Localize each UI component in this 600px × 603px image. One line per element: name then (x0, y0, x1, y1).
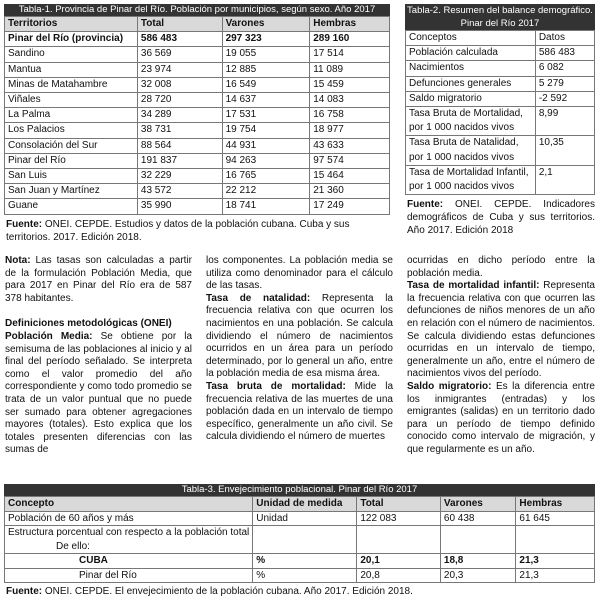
table-row (5, 77, 390, 92)
table-cell: 97 574 (310, 153, 390, 168)
table-row (406, 165, 595, 194)
table-cell-line: Población calculada (409, 47, 498, 59)
table-cell: 11 089 (310, 62, 390, 77)
nota-label: Nota: (5, 255, 31, 266)
table-row (406, 76, 595, 91)
table-cell: 17 531 (222, 108, 310, 123)
table-cell: Mantua (5, 62, 138, 77)
table-row (5, 62, 390, 77)
tbm-text: Mide la frecuencia relativa de las muertes de una población dada en un intervalo de tiempo específico, generalmente un año civil. Se calcula dividiendo el número de muertes (206, 380, 393, 443)
table-cell: 586 483 (137, 32, 222, 47)
nota-paragraph (5, 255, 192, 305)
text-column-3 (407, 255, 595, 457)
table-cell: 94 263 (222, 153, 310, 168)
table-cell (5, 526, 253, 554)
table-row (5, 153, 390, 168)
table-cell (406, 136, 536, 165)
table-cell: 18 977 (310, 123, 390, 138)
table-cell: 6 082 (535, 61, 594, 76)
tbm-label: Tasa bruta de mortalidad: (206, 380, 346, 392)
table-cell: 21 360 (310, 184, 390, 199)
table-cell: Unidad (253, 511, 357, 526)
table-cell: 2,1 (535, 165, 594, 194)
table-cell-line: por 1 000 nacidos vivos (409, 151, 515, 163)
table-cell: 10,35 (535, 136, 594, 165)
table-cell: Pinar del Río (provincia) (5, 32, 138, 47)
table-cell: 23 974 (137, 62, 222, 77)
table-row (5, 568, 595, 583)
table3 (4, 496, 595, 583)
table2-header-row (406, 31, 595, 46)
table2-header-cell: Conceptos (406, 31, 536, 46)
table2-caption-line2: Pinar del Río 2017 (460, 18, 540, 29)
table-cell: 20,3 (440, 568, 516, 583)
tn-text: Representa la frecuencia relativa con que ocurren los nacimientos en una población. Se calcula dividiendo el número de nacimientos ocurridos en un área para un período determinado, por lo general un año, entre la población media de esa misma área. (206, 292, 393, 380)
table-cell: 19 055 (222, 47, 310, 62)
table-cell (253, 526, 357, 554)
table-cell: 38 731 (137, 123, 222, 138)
table-cell: 586 483 (535, 46, 594, 61)
table-cell-line: Saldo migratorio (409, 92, 482, 104)
table-cell: 20,8 (357, 568, 441, 583)
table-row (5, 199, 390, 214)
saldo-migratorio-paragraph (407, 381, 595, 457)
table-cell-line: por 1 000 nacidos vivos (409, 181, 515, 193)
text-column-2 (206, 255, 393, 444)
table1-header-row (5, 17, 390, 32)
table1-header-cell: Territorios (5, 17, 138, 32)
table1-source (4, 218, 390, 244)
table-cell: Viñales (5, 93, 138, 108)
table3-header-cell: Unidad de medida (253, 497, 357, 512)
table-cell: 36 569 (137, 47, 222, 62)
pm-label: Población Media: (5, 330, 93, 342)
table-cell: 17 514 (310, 47, 390, 62)
table-cell: 20,1 (357, 554, 441, 569)
table-cell: 15 459 (310, 77, 390, 92)
table-cell-line: por 1 000 nacidos vivos (409, 122, 515, 134)
table-cell: 8,99 (535, 107, 594, 136)
sm-text: Es la diferencia entre los inmigrantes (entradas) y los emigrantes (salidas) en un territorio dado para un período de tiempo definido conocido como intervalo de migración, y que regularmente es un año. (407, 380, 595, 455)
table-row (406, 107, 595, 136)
table-cell: 60 438 (440, 511, 516, 526)
table2-source (405, 198, 595, 237)
table-cell: 14 637 (222, 93, 310, 108)
table-cell: La Palma (5, 108, 138, 123)
table-cell-line: Defunciones generales (409, 77, 512, 89)
table-cell: 21,3 (516, 568, 595, 583)
table-cell-line: Tasa de Mortalidad Infantil, (409, 166, 529, 178)
table-row (406, 91, 595, 106)
table-row (5, 93, 390, 108)
table-cell: % (253, 554, 357, 569)
table-cell (406, 61, 536, 76)
source-text: ONEI. CEPDE. Estudios y datos de la población cubana. Cuba y sus territorios. 2017. Edición 2018. (6, 218, 350, 243)
table3-caption: Tabla-3. Envejecimiento poblacional. Pinar del Río 2017 (4, 484, 595, 496)
table-cell (406, 46, 536, 61)
table-cell (357, 526, 441, 554)
table-row (5, 47, 390, 62)
tasa-mortalidad-infantil-paragraph (407, 280, 595, 381)
table-row (406, 61, 595, 76)
table-row (5, 138, 390, 153)
source-label: Fuente: (407, 199, 444, 211)
table3-header-cell: Concepto (5, 497, 253, 512)
table-cell: % (253, 568, 357, 583)
sm-label: Saldo migratorio: (407, 380, 492, 392)
table-cell: Población de 60 años y más (5, 511, 253, 526)
defs-heading: Definiciones metodológicas (ONEI) (5, 318, 172, 330)
table-cell: 43 633 (310, 138, 390, 153)
table1-caption: Tabla-1. Provincia de Pinar del Río. Población por municipios, según sexo. Año 2017 (4, 4, 390, 16)
table-cell: 61 645 (516, 511, 595, 526)
table-cell: 35 990 (137, 199, 222, 214)
de-ello-label: De ello: (56, 540, 90, 552)
table-cell (406, 91, 536, 106)
table-cell-line: Nacimientos (409, 62, 465, 74)
table-cell: Los Palacios (5, 123, 138, 138)
table3-source (4, 585, 595, 598)
table-cell: 22 212 (222, 184, 310, 199)
poblacion-media-paragraph (5, 331, 192, 457)
table2-caption-line1: Tabla-2. Resumen del balance demográfico. (407, 5, 593, 16)
table-cell: 88 564 (137, 138, 222, 153)
table-cell: Pinar del Río (5, 153, 138, 168)
col2-continuation: los componentes. La población media se utiliza como denominador para el cálculo de las tasas. (206, 255, 393, 292)
table3-header-cell: Varones (440, 497, 516, 512)
text-column-1 (5, 255, 192, 457)
table-cell: 16 765 (222, 169, 310, 184)
table-row (5, 32, 390, 47)
table1 (4, 16, 390, 215)
table-cell: -2 592 (535, 91, 594, 106)
table-row (406, 136, 595, 165)
table-cell: Consolación del Sur (5, 138, 138, 153)
table1-header-cell: Total (137, 17, 222, 32)
table-cell: 16 758 (310, 108, 390, 123)
table3-header-row (5, 497, 595, 512)
table-row (406, 46, 595, 61)
table-cell: Minas de Matahambre (5, 77, 138, 92)
table-cell: 28 720 (137, 93, 222, 108)
table-cell: 34 289 (137, 108, 222, 123)
table-cell: 16 549 (222, 77, 310, 92)
table-cell: 44 931 (222, 138, 310, 153)
source-label: Fuente: (6, 218, 43, 230)
table-cell: 12 885 (222, 62, 310, 77)
table-row (5, 123, 390, 138)
table-cell: CUBA (5, 554, 253, 569)
table-cell: Guane (5, 199, 138, 214)
table-cell-line: Tasa Bruta de Natalidad, (409, 137, 519, 149)
table2-caption (405, 4, 595, 30)
table-cell: 43 572 (137, 184, 222, 199)
table-cell: 5 279 (535, 76, 594, 91)
table-cell: 17 249 (310, 199, 390, 214)
table1-header-cell: Hembras (310, 17, 390, 32)
table-cell: San Luis (5, 169, 138, 184)
table-cell (406, 165, 536, 194)
table-cell: 297 323 (222, 32, 310, 47)
table1-block (4, 4, 390, 244)
table-row (5, 526, 595, 554)
table-cell: San Juan y Martínez (5, 184, 138, 199)
tmi-text: Representa la frecuencia relativa con que ocurren las defunciones de niños menores de un año en relación con el número de nacimientos. Se calcula dividiendo estas defunciones ocurridas en un intervalo de tiempo, generalmente un año, entre el número de nacimientos vivos del período. (407, 280, 595, 380)
table-cell (516, 526, 595, 554)
tasa-natalidad-paragraph (206, 293, 393, 381)
source-label: Fuente: (6, 586, 43, 597)
table-row (5, 108, 390, 123)
pm-text: Se obtiene por la semisuma de las poblaciones al inicio y al final del período señalado. Se interpreta como el valor promedio del año correspondiente y como todo promedio se trata de un valor puntual que no puede ser sumado para obtener agregaciones mayores (totales). Esto explica que los totales presenten diferencias con las sumas de (5, 330, 193, 456)
table-cell: 14 083 (310, 93, 390, 108)
table-cell: 15 464 (310, 169, 390, 184)
table-cell: 18,8 (440, 554, 516, 569)
table-cell-line: Tasa Bruta de Mortalidad, (409, 108, 523, 120)
table-row (5, 184, 390, 199)
table-cell: Pinar del Río (5, 568, 253, 583)
table3-header-cell: Hembras (516, 497, 595, 512)
tasa-bruta-mortalidad-paragraph (206, 381, 393, 444)
table2 (405, 30, 595, 195)
table3-block (4, 484, 595, 598)
table-cell: 32 229 (137, 169, 222, 184)
col3-continuation: ocurridas en dicho período entre la población media. (407, 255, 595, 279)
table-cell: 191 837 (137, 153, 222, 168)
table-cell: 21,3 (516, 554, 595, 569)
table-cell (440, 526, 516, 554)
tmi-label: Tasa de mortalidad infantil: (407, 280, 540, 292)
table-cell (406, 76, 536, 91)
table2-header-cell: Datos (535, 31, 594, 46)
table-cell: 32 008 (137, 77, 222, 92)
table1-header-cell: Varones (222, 17, 310, 32)
table-row (5, 554, 595, 569)
structure-label: Estructura porcentual con respecto a la población total (8, 527, 250, 538)
table-cell: 18 741 (222, 199, 310, 214)
table-cell: 289 160 (310, 32, 390, 47)
table-row (5, 511, 595, 526)
table-cell (406, 107, 536, 136)
tn-label: Tasa de natalidad: (206, 292, 311, 304)
table3-header-cell: Total (357, 497, 441, 512)
table-cell: 122 083 (357, 511, 441, 526)
table-row (5, 169, 390, 184)
table-cell: 19 754 (222, 123, 310, 138)
source-text: ONEI. CEPDE. El envejecimiento de la población cubana. Año 2017. Edición 2018. (42, 586, 413, 597)
source-text: ONEI. CEPDE. Indicadores demográficos de Cuba y sus territorios. Año 2017. Edición 2018 (407, 199, 595, 237)
table-cell: Sandino (5, 47, 138, 62)
table2-block (405, 4, 595, 237)
nota-text: Las tasas son calculadas a partir de la formulación Población Media, que para 2017 en Pinar del Río era de 587 378 habitantes. (5, 255, 192, 304)
